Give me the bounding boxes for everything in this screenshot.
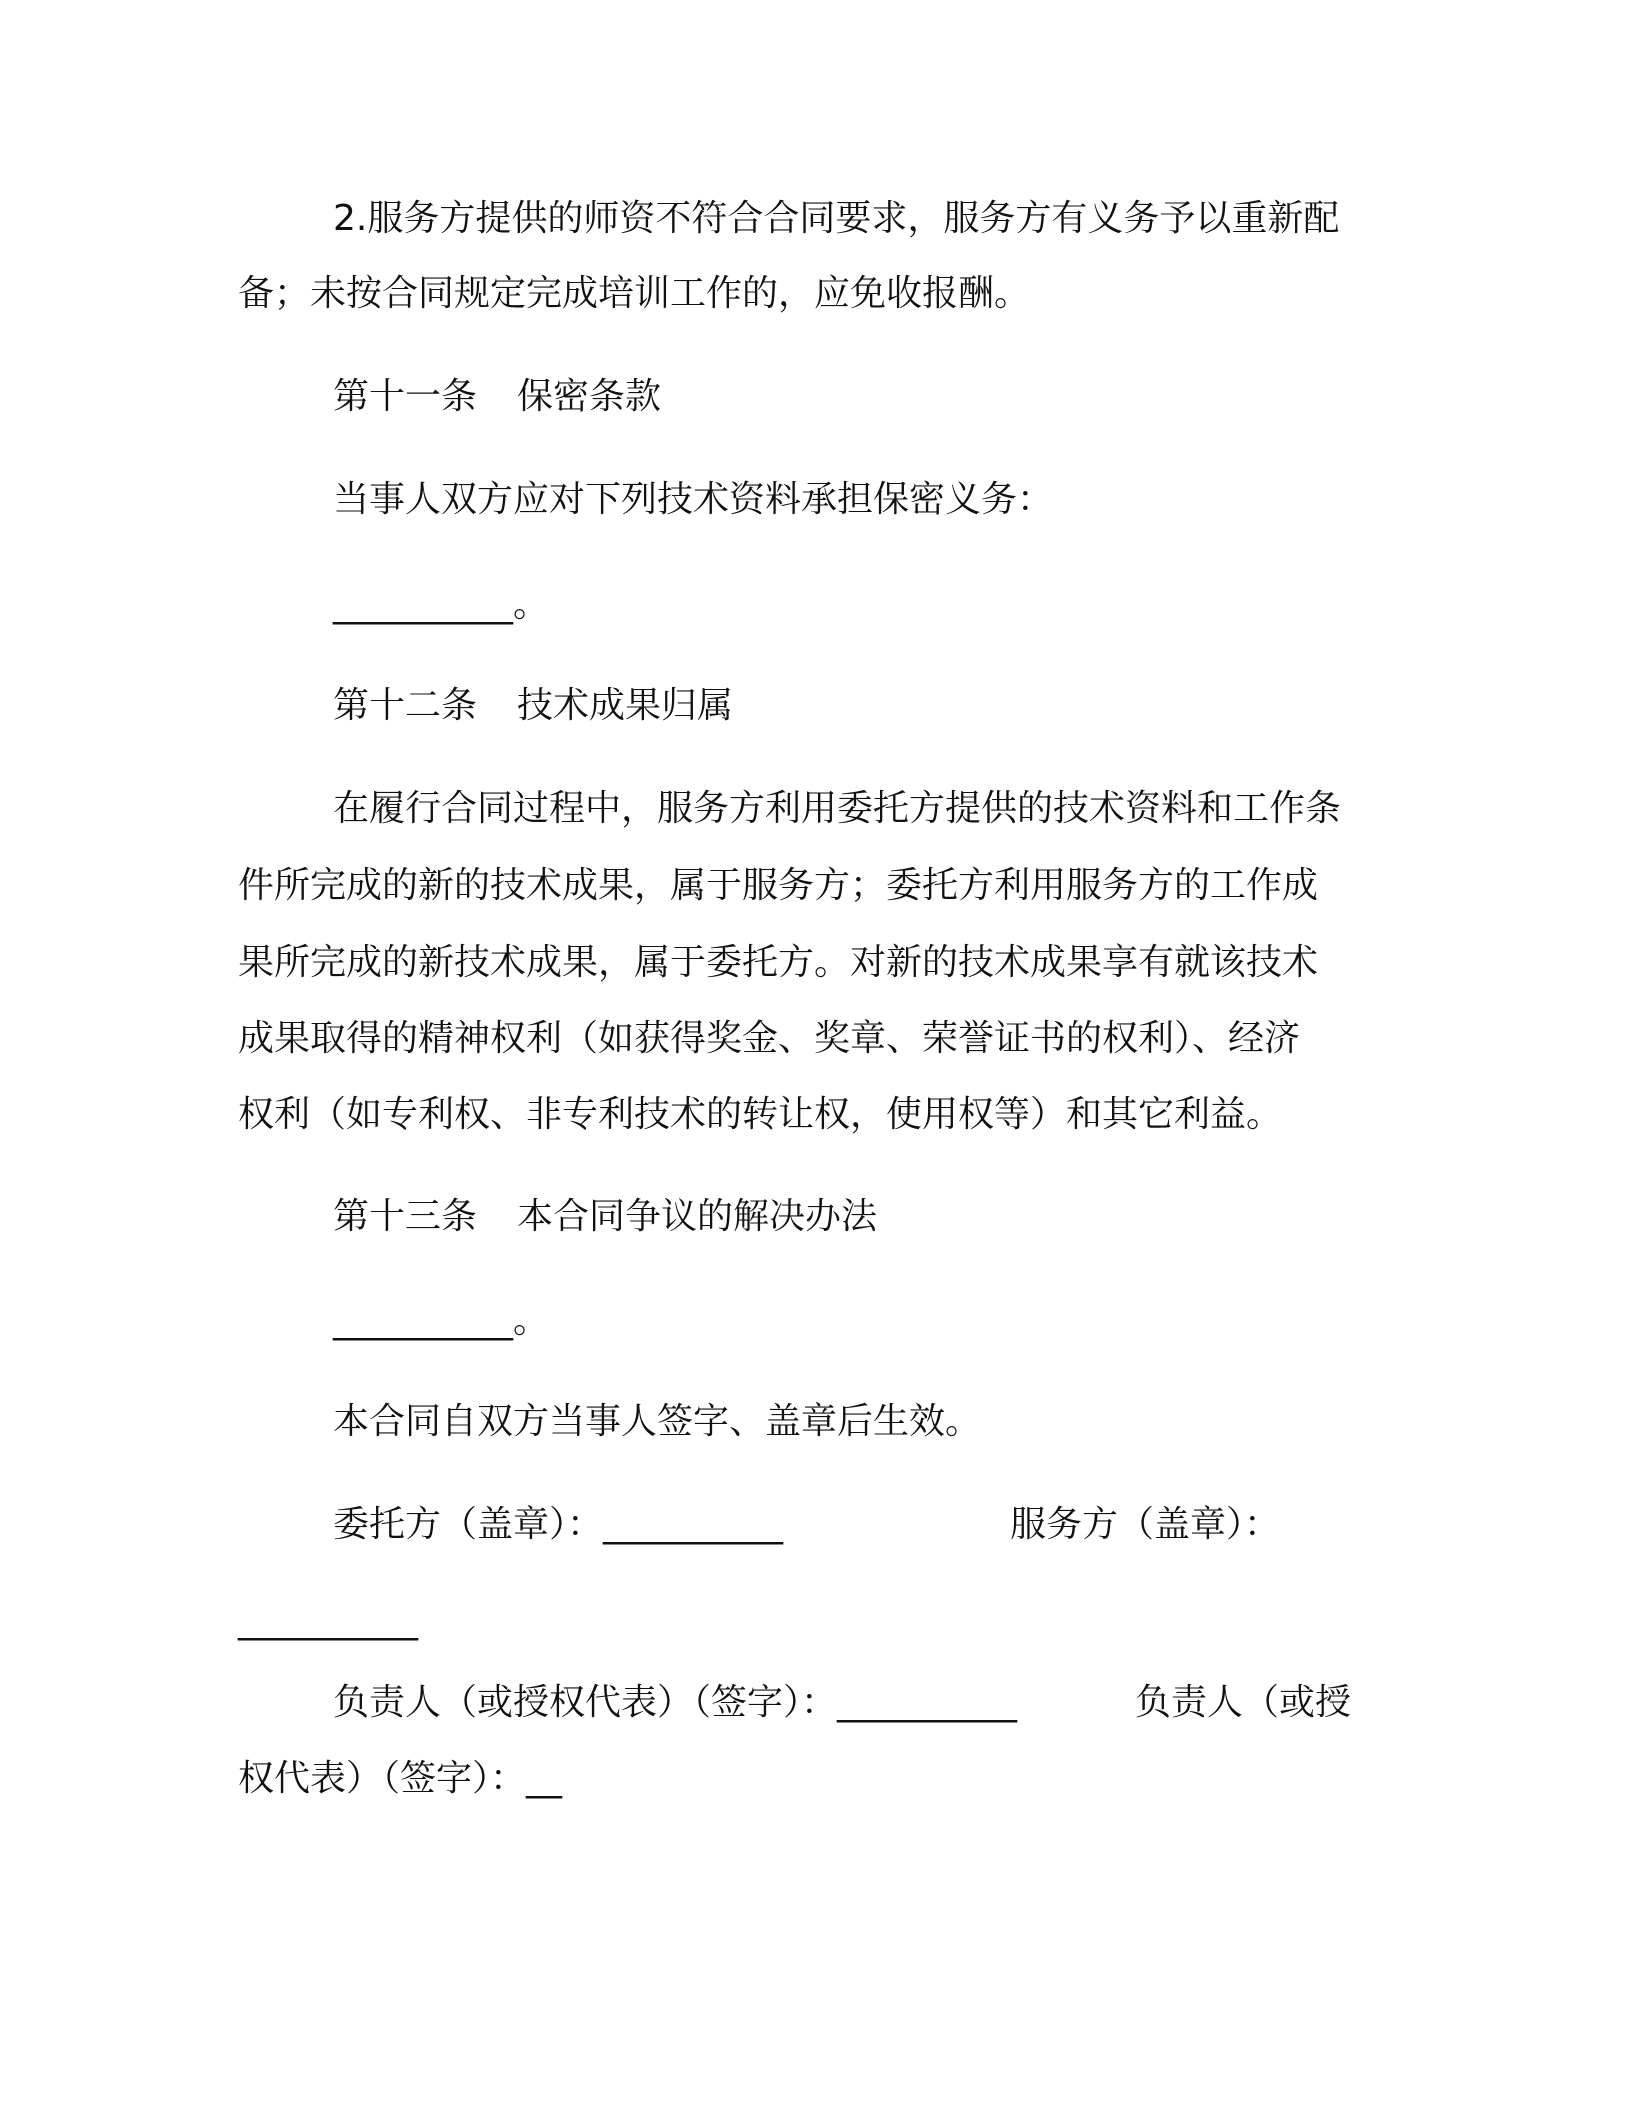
paragraph-line: 权利（如专利权、非专利技术的转让权，使用权等）和其它利益。 [238, 1094, 1283, 1135]
paragraph-line: 成果取得的精神权利（如获得奖金、奖章、荣誉证书的权利）、经济 [238, 1018, 1301, 1059]
provider-seal-label: 服务方（盖章）： [1010, 1504, 1281, 1545]
client-seal-line: 委托方（盖章）：__________ [333, 1504, 784, 1545]
client-rep-line: 负责人（或授权代表）（签字）：__________ [333, 1682, 1018, 1723]
paragraph-line: 备；未按合同规定完成培训工作的，应免收报酬。 [238, 273, 1031, 314]
article-title: 技术成果归属 [517, 685, 734, 726]
provider-seal-blank: __________ [238, 1600, 418, 1641]
provider-rep-line-continued: 权代表）（签字）：__ [238, 1758, 563, 1799]
provider-rep-line: 负责人（或授 [1135, 1682, 1352, 1723]
effective-clause: 本合同自双方当事人签字、盖章后生效。 [333, 1401, 982, 1442]
article-11-heading [333, 375, 661, 419]
article-number: 第十三条 [333, 1196, 478, 1237]
fill-in-blank: __________。 [333, 1300, 550, 1341]
article-number: 第十一条 [333, 376, 478, 417]
article-title: 本合同争议的解决办法 [517, 1196, 878, 1237]
article-13-heading [333, 1195, 877, 1239]
paragraph-line: 在履行合同过程中，服务方利用委托方提供的技术资料和工作条 [333, 788, 1342, 829]
article-12-heading [333, 684, 733, 728]
article-number: 第十二条 [333, 685, 478, 726]
paragraph-line: 2.服务方提供的师资不符合合同要求，服务方有义务予以重新配 [333, 198, 1340, 239]
article-title: 保密条款 [517, 376, 662, 417]
fill-in-blank: __________。 [333, 584, 550, 625]
article-body: 当事人双方应对下列技术资料承担保密义务： [333, 479, 1054, 520]
paragraph-line: 果所完成的新技术成果，属于委托方。对新的技术成果享有就该技术 [238, 942, 1319, 983]
paragraph-line: 件所完成的新的技术成果，属于服务方；委托方利用服务方的工作成 [238, 865, 1319, 906]
